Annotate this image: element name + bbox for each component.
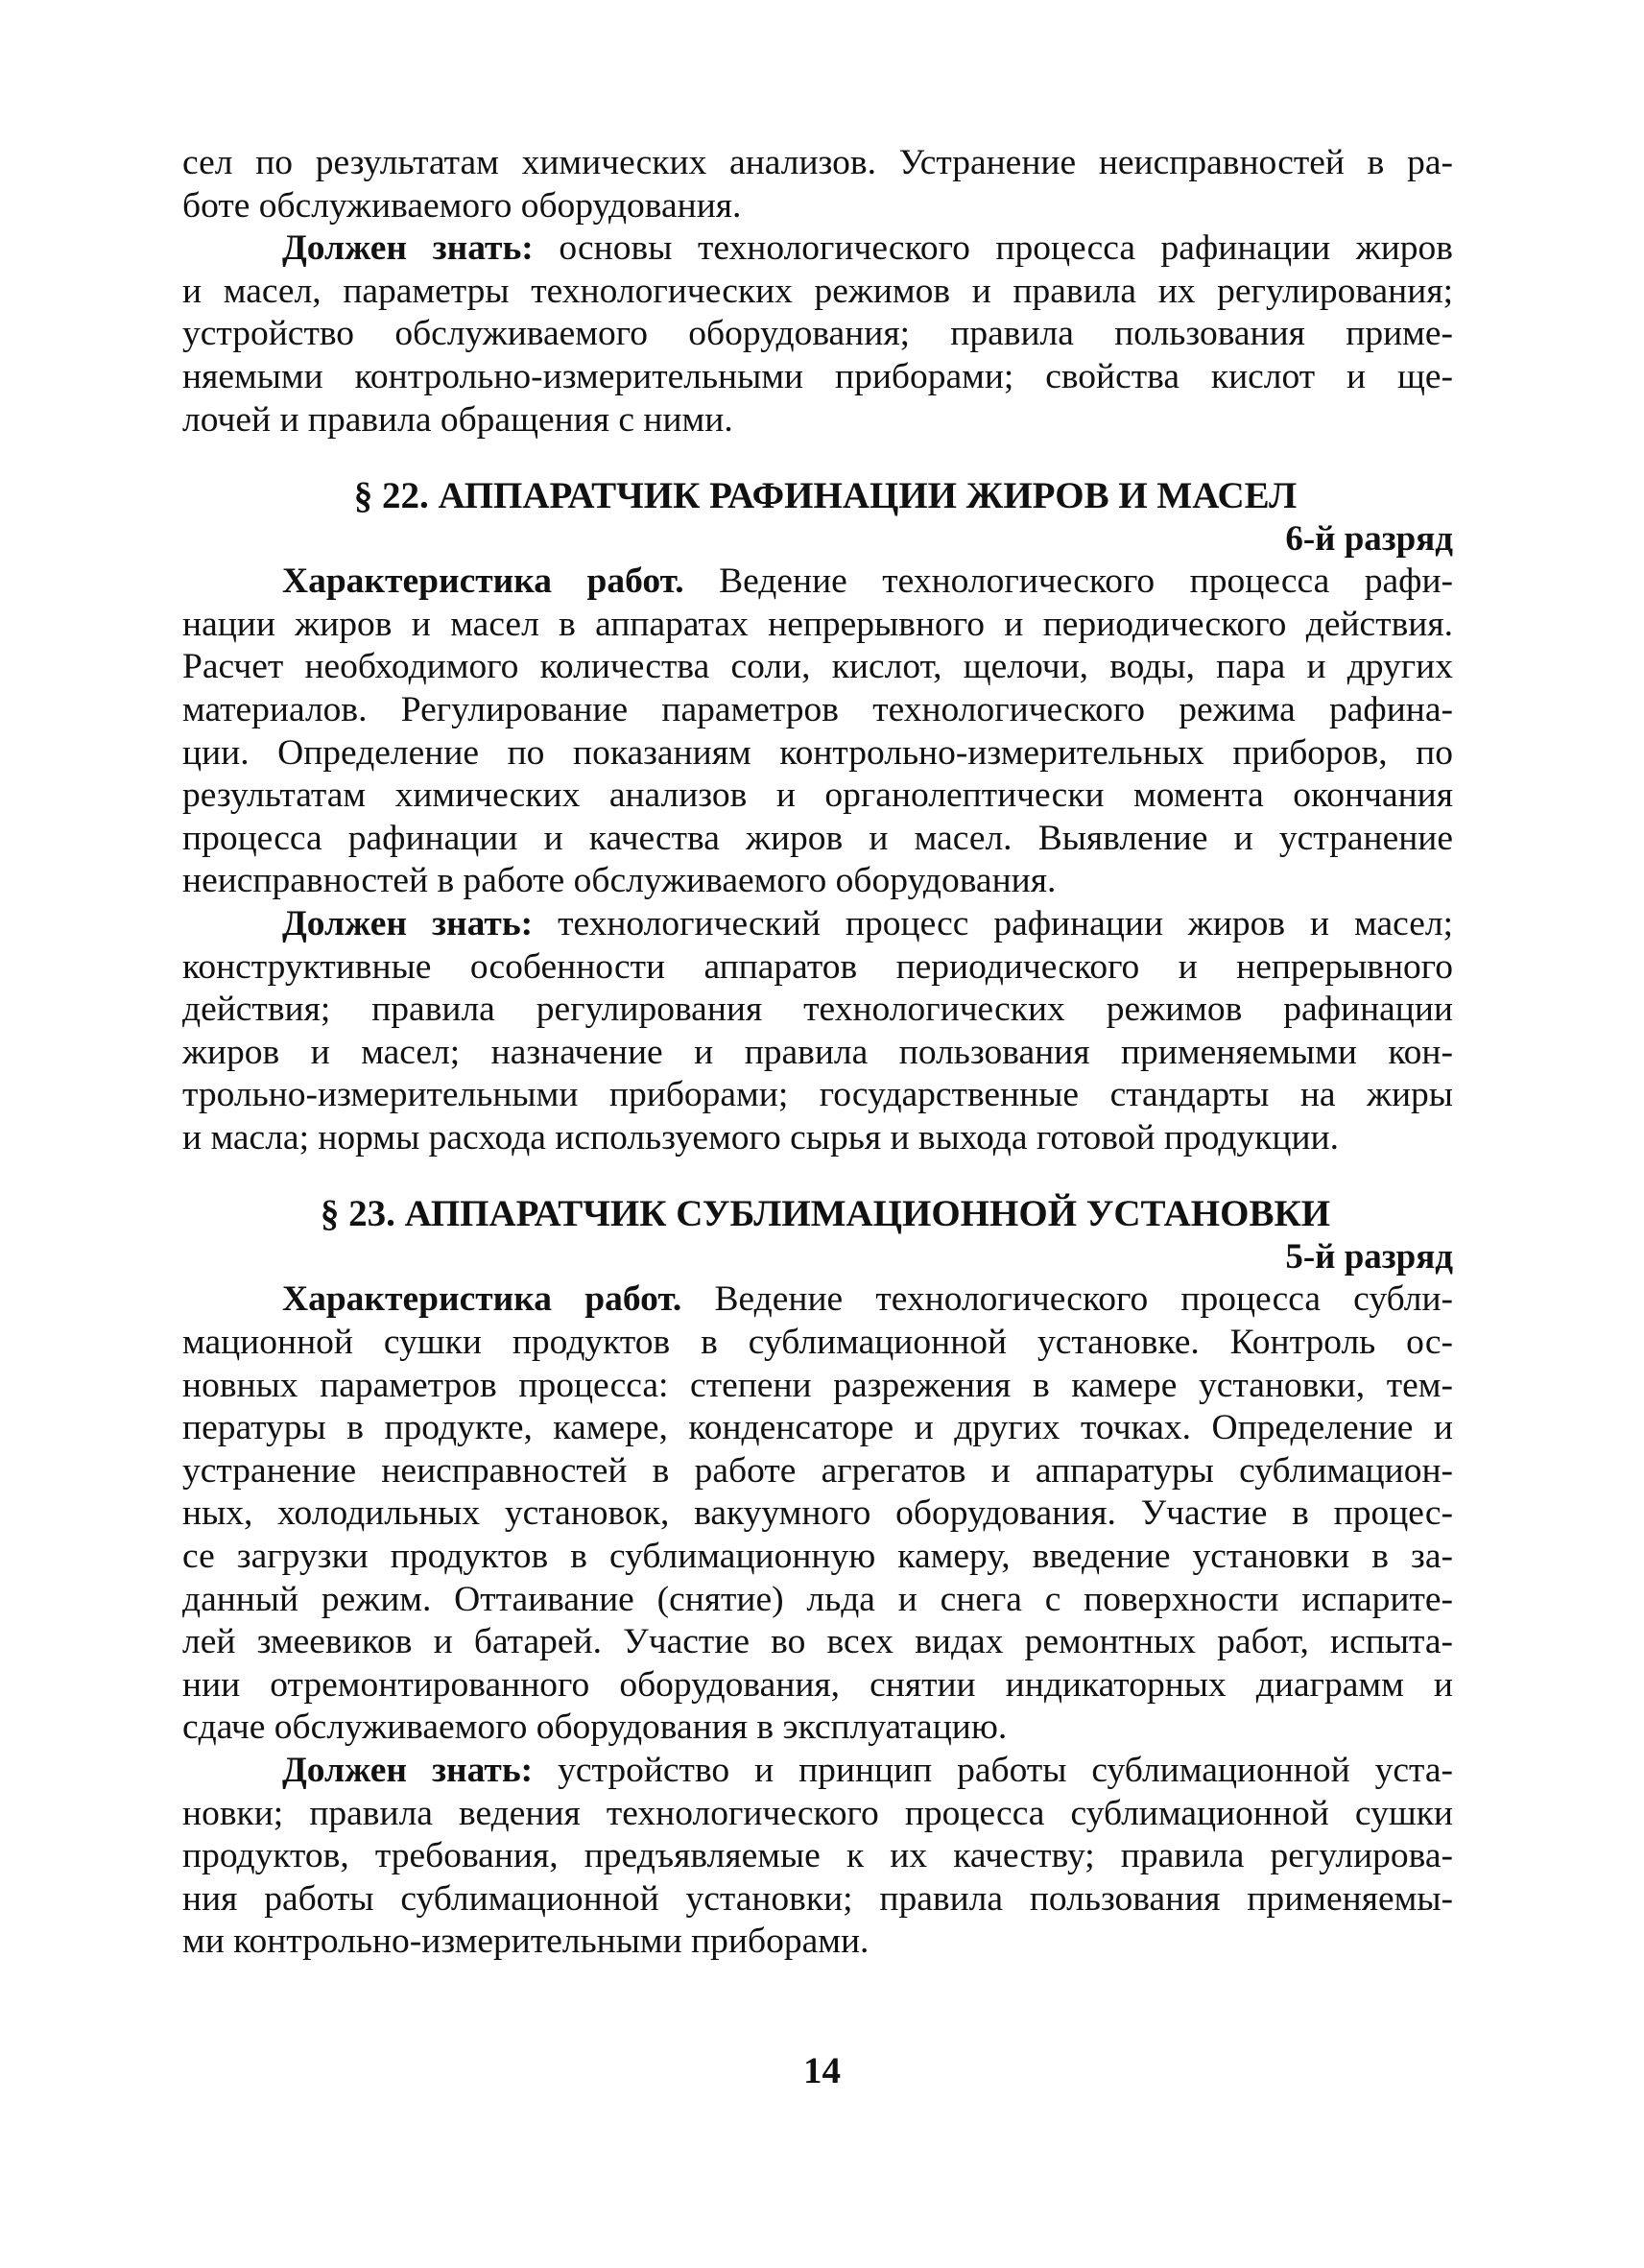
text-line: устранение неисправностей в работе агрегатов и аппаратуры сублимацион- <box>182 1450 1453 1491</box>
text-line: действия; правила регулирования технологических режимов рафинации <box>182 990 1453 1030</box>
text-span: технологический процесс рафинации жиров и масел; <box>533 903 1453 943</box>
text-line: новки; правила ведения технологического процесса сублимационной сушки <box>182 1793 1453 1833</box>
text-line: нии отремонтированного оборудования, снятии индикаторных диаграмм и <box>182 1664 1453 1705</box>
text-line: сел по результатам химических анализов. Устранение неисправностей в ра- <box>182 143 1453 182</box>
text-line: мационной сушки продуктов в сублимационной установке. Контроль ос- <box>182 1323 1453 1363</box>
text-line: новных параметров процесса: степени разрежения в камере установки, тем- <box>182 1365 1453 1405</box>
text-line <box>182 1750 1453 1793</box>
document-page <box>182 142 1453 1964</box>
text-line: Расчет необходимого количества соли, кислот, щелочи, воды, пара и других <box>182 647 1453 687</box>
continuation-paragraph <box>182 142 1453 227</box>
text-line: неисправностей в работе обслуживаемого оборудования. <box>182 861 1057 901</box>
text-line: се загрузки продуктов в сублимационную камеру, введение установки в за- <box>182 1537 1453 1577</box>
text-line: продуктов, требования, предъявляемые к их качеству; правила регулирова- <box>182 1836 1453 1876</box>
text-line: ции. Определение по показаниям контрольно-измерительных приборов, по <box>182 732 1453 773</box>
section-heading-22: § 22. АППАРАТЧИК РАФИНАЦИИ ЖИРОВ И МАСЕЛ <box>353 475 1298 517</box>
page-number: 14 <box>803 2050 841 2091</box>
text-line: ния работы сублимационной установки; правила пользования применяемы- <box>182 1878 1453 1919</box>
text-line: ми контрольно-измерительными приборами. <box>182 1922 870 1962</box>
text-line: ных, холодильных установок, вакуумного оборудования. Участие в процес- <box>182 1493 1453 1534</box>
know-paragraph-prev <box>182 227 1453 442</box>
know-paragraph-22 <box>182 903 1453 1160</box>
characteristics-label: Характеристика работ. <box>282 1279 682 1320</box>
text-line: няемыми контрольно-измерительными приборами; свойства кислот и ще- <box>182 356 1453 396</box>
text-line: боте обслуживаемого оборудования. <box>182 185 742 226</box>
text-line: и масел, параметры технологических режимов и правила их регулирования; <box>182 271 1453 311</box>
grade-label-23: 5-й разряд <box>1285 1237 1453 1277</box>
text-line: устройство обслуживаемого оборудования; правила пользования приме- <box>182 314 1453 354</box>
text-line: процесса рафинации и качества жиров и масел. Выявление и устранение <box>182 818 1453 858</box>
characteristics-paragraph-22 <box>182 561 1453 903</box>
characteristics-paragraph-23 <box>182 1278 1453 1750</box>
text-line: данный режим. Оттаивание (снятие) льда и снега с поверхности испарите- <box>182 1579 1453 1619</box>
characteristics-label: Характеристика работ. <box>282 561 684 602</box>
text-line: нации жиров и масел в аппаратах непрерывного и периодического действия. <box>182 604 1453 644</box>
text-span: основы технологического процесса рафинации жиров <box>533 228 1453 269</box>
know-paragraph-23 <box>182 1750 1453 1964</box>
text-line: лей змеевиков и батарей. Участие во всех видах ремонтных работ, испыта- <box>182 1622 1453 1662</box>
text-line <box>182 561 1453 604</box>
text-line: пературы в продукте, камере, конденсаторе и других точках. Определение и <box>182 1408 1453 1448</box>
know-label: Должен знать: <box>282 1751 534 1790</box>
text-line: трольно-измерительными приборами; государственные стандарты на жиры <box>182 1075 1453 1115</box>
text-line: сдаче обслуживаемого оборудования в эксплуатацию. <box>182 1707 1008 1748</box>
section-heading-23: § 23. АППАРАТЧИК СУБЛИМАЦИОННОЙ УСТАНОВКИ <box>320 1193 1331 1235</box>
text-line <box>182 903 1453 946</box>
text-line <box>182 1278 1453 1322</box>
text-line: конструктивные особенности аппаратов периодического и непрерывного <box>182 946 1453 987</box>
text-span: Ведение технологического процесса рафи- <box>683 561 1454 602</box>
text-line: жиров и масел; назначение и правила пользования применяемыми кон- <box>182 1032 1453 1072</box>
text-line: результатам химических анализов и органолептически момента окончания <box>182 776 1453 816</box>
text-span: устройство и принцип работы сублимационной уста- <box>533 1751 1453 1790</box>
know-label: Должен знать: <box>282 903 534 943</box>
text-line: материалов. Регулирование параметров технологического режима рафина- <box>182 689 1453 729</box>
text-line <box>182 227 1453 271</box>
text-line: лочей и правила обращения с ними. <box>182 399 733 440</box>
know-label: Должен знать: <box>282 228 534 269</box>
text-span: Ведение технологического процесса субли- <box>681 1279 1453 1320</box>
grade-label-22: 6-й разряд <box>1285 519 1453 560</box>
text-line: и масла; нормы расхода используемого сырья и выхода готовой продукции. <box>182 1117 1339 1158</box>
